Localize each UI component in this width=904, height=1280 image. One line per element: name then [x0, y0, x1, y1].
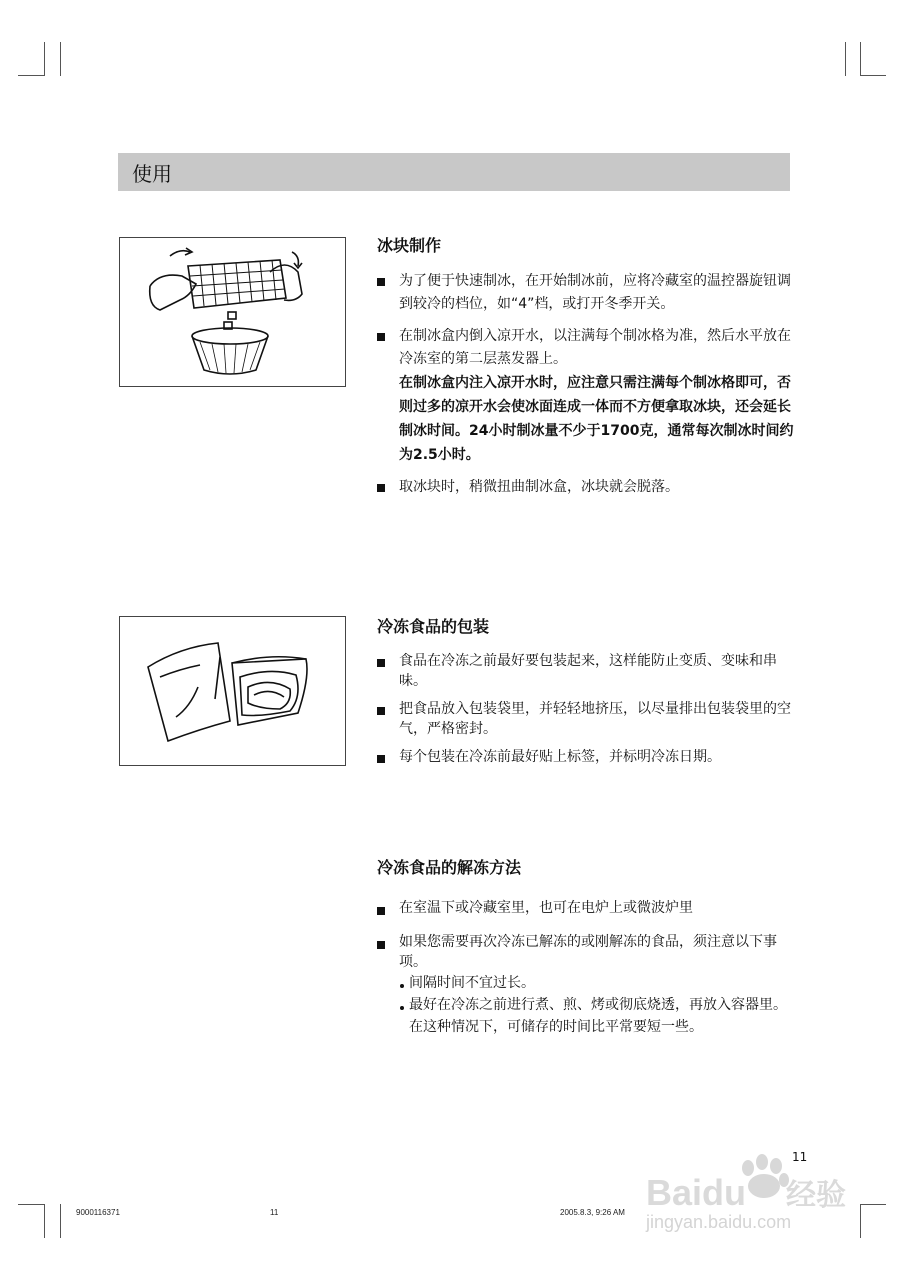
list-item [377, 651, 797, 691]
section-header-title: 使用 [132, 162, 172, 186]
list-item [377, 476, 797, 499]
list-item [377, 747, 797, 767]
crop-mark [845, 42, 846, 76]
sub-list-item-text: 最好在冷冻之前进行煮、煎、烤或彻底烧透，再放入容器里。在这种情况下，可储存的时间比平常要短一些。 [409, 997, 787, 1035]
list-item-text: 在室温下或冷藏室里，也可在电炉上或微波炉里 [399, 900, 693, 916]
crop-mark [18, 1204, 44, 1205]
square-bullet-icon [377, 484, 385, 492]
ice-tray-illustration [119, 237, 346, 387]
square-bullet-icon [377, 278, 385, 286]
crop-mark [18, 75, 44, 76]
sub-list-item [399, 994, 797, 1038]
footer-page: 11 [270, 1208, 279, 1217]
crop-mark [860, 1204, 886, 1205]
crop-mark [44, 1204, 45, 1238]
page-number: 11 [792, 1150, 808, 1164]
list-item-text: 食品在冷冻之前最好要包装起来，这样能防止变质、变味和串味。 [399, 653, 777, 689]
crop-mark [60, 1204, 61, 1238]
thawing-section [377, 855, 797, 1047]
list-item [377, 270, 797, 316]
watermark-brand [646, 1170, 846, 1214]
sub-list-item [399, 972, 797, 994]
list-item-text: 每个包装在冷冻前最好贴上标签，并标明冷冻日期。 [399, 749, 721, 765]
dot-bullet-icon [400, 1006, 404, 1010]
square-bullet-icon [377, 755, 385, 763]
crop-mark [860, 1204, 861, 1238]
crop-mark [860, 75, 886, 76]
crop-mark [60, 42, 61, 76]
food-bag-drawing [120, 617, 345, 765]
watermark-brand-cn: 经验 [786, 1179, 847, 1212]
crop-mark [44, 42, 45, 76]
list-item [377, 898, 797, 918]
square-bullet-icon [377, 333, 385, 341]
dot-bullet-icon [400, 984, 404, 988]
footer-doc-id: 9000116371 [76, 1208, 120, 1217]
list-item-text: 取冰块时，稍微扭曲制冰盒，冰块就会脱落。 [399, 479, 679, 495]
food-packaging-section [377, 614, 797, 775]
list-item [377, 699, 797, 739]
sub-list-item-text: 间隔时间不宜过长。 [409, 975, 535, 991]
list-item-text: 在制冰盒内倒入凉开水，以注满每个制冰格为准，然后水平放在冷冻室的第二层蒸发器上。 [399, 328, 791, 367]
food-bag-illustration [119, 616, 346, 766]
list-item-note: 在制冰盒内注入凉开水时，应注意只需注满每个制冰格即可，否则过多的凉开水会使冰面连成一体而不方便拿取冰块，还会延长制冰时间。24小时制冰量不少于1700克，通常每次制冰时间约为2.5小时。 [399, 375, 794, 463]
food-packaging-title: 冷冻食品的包装 [377, 617, 490, 636]
ice-making-title: 冰块制作 [377, 236, 442, 255]
section-header-bar [118, 153, 790, 191]
thawing-title: 冷冻食品的解冻方法 [377, 858, 522, 877]
baidu-watermark [636, 1150, 856, 1240]
list-item [377, 932, 797, 1038]
square-bullet-icon [377, 707, 385, 715]
square-bullet-icon [377, 941, 385, 949]
square-bullet-icon [377, 659, 385, 667]
ice-tray-drawing [120, 238, 345, 386]
watermark-url: jingyan.baidu.com [646, 1212, 792, 1232]
list-item-text: 如果您需要再次冷冻已解冻的或刚解冻的食品，须注意以下事项。 [399, 934, 777, 970]
ice-making-section [377, 233, 797, 508]
list-item [377, 325, 797, 467]
crop-mark [860, 42, 861, 76]
watermark-brand-text: Baidu [646, 1172, 747, 1213]
list-item-text: 为了便于快速制冰，在开始制冰前，应将冷藏室的温控器旋钮调到较冷的档位，如“4”档，或打开冬季开关。 [399, 273, 791, 312]
list-item-text: 把食品放入包装袋里，并轻轻地挤压，以尽量排出包装袋里的空气，严格密封。 [399, 701, 791, 737]
square-bullet-icon [377, 907, 385, 915]
footer-timestamp: 2005.8.3, 9:26 AM [560, 1208, 625, 1217]
